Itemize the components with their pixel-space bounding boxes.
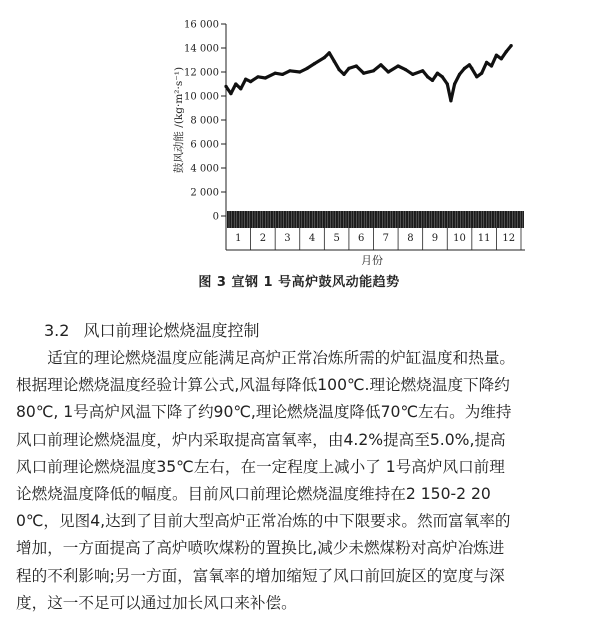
data-point (475, 75, 478, 78)
data-point (510, 44, 513, 47)
data-point (224, 85, 227, 88)
paragraph-line: 增加，一方面提高了高炉喷吹煤粉的置换比,减少未燃煤粉对高炉冶炼进 (16, 539, 505, 558)
data-point (468, 63, 471, 66)
paragraph-line: 根据理论燃烧温度经验计算公式,风温每降低100℃.理论燃烧温度下降约 (16, 376, 510, 395)
data-point (411, 73, 414, 76)
x-axis-label: 月份 (361, 254, 383, 265)
data-point (441, 75, 444, 78)
data-point (458, 73, 461, 76)
section-heading (44, 318, 259, 341)
data-point (500, 57, 503, 60)
x-tick-label: 4 (308, 233, 316, 244)
x-tick-label: 2 (259, 233, 267, 244)
data-point (234, 82, 237, 85)
data-point (446, 82, 449, 85)
x-tick-label: 8 (407, 233, 414, 244)
data-point (298, 70, 301, 73)
data-point (229, 92, 232, 95)
data-point (431, 79, 434, 82)
data-point (485, 61, 488, 64)
data-point (426, 75, 429, 78)
y-tick-label: 0 (212, 211, 219, 223)
body-paragraph (16, 345, 588, 617)
data-point (347, 67, 350, 70)
x-tick-label: 6 (358, 233, 365, 244)
daily-data-band (227, 211, 524, 228)
data-point (421, 69, 424, 72)
data-point (480, 72, 483, 75)
y-tick-label: 14 000 (184, 43, 219, 55)
y-tick-label: 2 000 (190, 187, 219, 199)
data-point (239, 87, 242, 90)
data-point (355, 64, 358, 67)
paragraph-line: 风口前理论燃烧温度，炉内采取提高富氧率，由4.2%提高至5.0%,提高 (16, 430, 506, 449)
paragraph-line: 适宜的理论燃烧温度应能满足高炉正常冶炼所需的炉缸温度和热量。 (16, 349, 516, 367)
x-tick-label: 5 (333, 233, 340, 244)
section-title: 风口前理论燃烧温度控制 (83, 321, 260, 340)
data-point (404, 68, 407, 71)
data-point (362, 72, 365, 75)
data-point (495, 54, 498, 57)
data-point (264, 76, 267, 79)
data-point (244, 78, 247, 81)
data-point (436, 72, 439, 75)
data-point (449, 99, 452, 102)
y-tick-label: 16 000 (184, 19, 219, 31)
data-point (396, 64, 399, 67)
series-line (226, 46, 511, 101)
data-point (288, 69, 291, 72)
data-point (323, 56, 326, 59)
data-point (387, 70, 390, 73)
x-tick-label: 12 (502, 233, 516, 244)
x-tick-label: 1 (235, 233, 242, 244)
data-point (306, 67, 309, 70)
y-tick-label: 12 000 (184, 67, 219, 79)
data-point (490, 64, 493, 67)
y-tick-label: 4 000 (190, 163, 219, 175)
data-point (463, 67, 466, 70)
y-axis-label: 鼓风动能 /(kg·m²·s⁻¹) (173, 66, 185, 174)
paragraph-line: 论燃烧温度降低的幅度。目前风口前理论燃烧温度维持在2 150-2 20 (16, 485, 491, 504)
y-tick-label: 8 000 (190, 115, 219, 127)
paragraph-line: 风口前理论燃烧温度35℃左右，在一定程度上减小了 1号高炉风口前理 (16, 457, 505, 476)
data-point (453, 82, 456, 85)
blast-kinetic-energy-chart (0, 0, 598, 265)
paragraph-line: 0℃，见图4,达到了目前大型高炉正常冶炼的中下限要求。然而富氧率的 (16, 512, 511, 531)
data-point (333, 60, 336, 63)
x-tick-label: 9 (431, 233, 439, 244)
data-point (281, 73, 284, 76)
x-tick-label: 7 (382, 233, 389, 244)
figure (0, 0, 598, 300)
paragraph-line: 80℃, 1号高炉风温下降了约90℃,理论燃烧温度降低70℃左右。为维持 (16, 403, 512, 422)
y-tick-label: 6 000 (190, 139, 219, 151)
data-point (379, 63, 382, 66)
data-point (328, 51, 331, 54)
figure-caption: 图 3 宣钢 1 号高炉鼓风动能趋势 (198, 275, 400, 290)
paragraph-line: 度，这一不足可以通过加长风口来补偿。 (16, 593, 297, 612)
x-tick-label: 10 (453, 233, 466, 244)
data-point (337, 68, 340, 71)
data-point (313, 62, 316, 65)
data-point (256, 75, 259, 78)
x-tick-label: 3 (284, 233, 291, 244)
data-point (274, 72, 277, 75)
x-tick-label: 11 (477, 233, 491, 244)
data-point (342, 73, 345, 76)
section-number: 3.2 (44, 321, 70, 340)
data-point (470, 67, 473, 70)
data-point (505, 50, 508, 53)
y-tick-label: 10 000 (184, 91, 219, 103)
data-point (249, 80, 252, 83)
paragraph-line: 程的不利影响;另一方面，富氧率的增加缩短了风口前回旋区的宽度与深 (16, 566, 505, 585)
data-point (372, 69, 375, 72)
